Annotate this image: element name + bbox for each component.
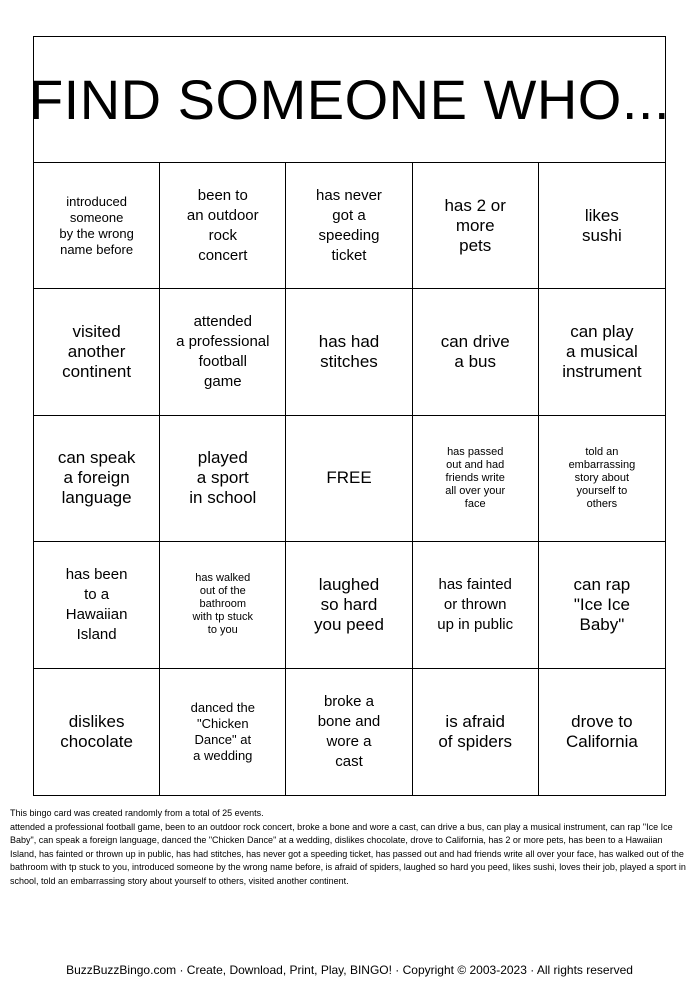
bingo-square: played a sport in school: [160, 416, 286, 542]
bingo-square: can rap "Ice Ice Baby": [539, 542, 665, 668]
bingo-square: can speak a foreign language: [34, 416, 160, 542]
bingo-square: attended a professional football game: [160, 289, 286, 415]
footer-copyright: BuzzBuzzBingo.com · Create, Download, Print, Play, BINGO! · Copyright © 2003-2023 · All rights reserved: [66, 963, 633, 977]
bingo-square: dislikes chocolate: [34, 669, 160, 795]
bingo-square: has had stitches: [286, 289, 412, 415]
bingo-square: introduced someone by the wrong name before: [34, 163, 160, 289]
bingo-square: is afraid of spiders: [413, 669, 539, 795]
bingo-square: told an embarrassing story about yourself to others: [539, 416, 665, 542]
bingo-card: [28, 36, 671, 796]
bingo-square: been to an outdoor rock concert: [160, 163, 286, 289]
event-list-note: [10, 807, 690, 888]
bingo-square: has walked out of the bathroom with tp stuck to you: [160, 542, 286, 668]
bingo-square: has fainted or thrown up in public: [413, 542, 539, 668]
bingo-square: has been to a Hawaiian Island: [34, 542, 160, 668]
bingo-square: laughed so hard you peed: [286, 542, 412, 668]
bingo-square: has 2 or more pets: [413, 163, 539, 289]
bingo-square: visited another continent: [34, 289, 160, 415]
bingo-grid: [34, 163, 665, 795]
bingo-square: has never got a speeding ticket: [286, 163, 412, 289]
free-square: FREE: [286, 416, 412, 542]
bingo-square: can drive a bus: [413, 289, 539, 415]
event-list-text: This bingo card was created randomly from a total of 25 events. attended a professional football game, been to an outdoor rock concert, broke a bone and wore a cast, can drive a bus, can play a musical instrument, can rap "Ice Ice Baby", can speak a foreign language, danced the "Chicken Dance" at a wedding, dislikes chocolate, drove to California, has 2 or more pets, has been to a Hawaiian Island, has fainted or thrown up in public, has had stitches, has never got a speeding ticket, has passed out and had friends write all over your face, has walked out of the bathroom with tp stuck to you, introduced someone by the wrong name before, is afraid of spiders, laughed so hard you peed, likes sushi, loves their job, played a sport in school, told an embarrassing story about yourself to others, visited another continent.: [10, 808, 686, 886]
bingo-square: drove to California: [565, 711, 638, 751]
bingo-square: likes sushi: [539, 163, 665, 289]
card-title: FIND SOMEONE WHO...: [34, 37, 665, 163]
bingo-square: danced the "Chicken Dance" at a wedding: [160, 669, 286, 795]
bingo-square: broke a bone and wore a cast: [286, 669, 412, 795]
bingo-square: has passed out and had friends write all over your face: [413, 416, 539, 542]
bingo-square: can play a musical instrument: [539, 289, 665, 415]
